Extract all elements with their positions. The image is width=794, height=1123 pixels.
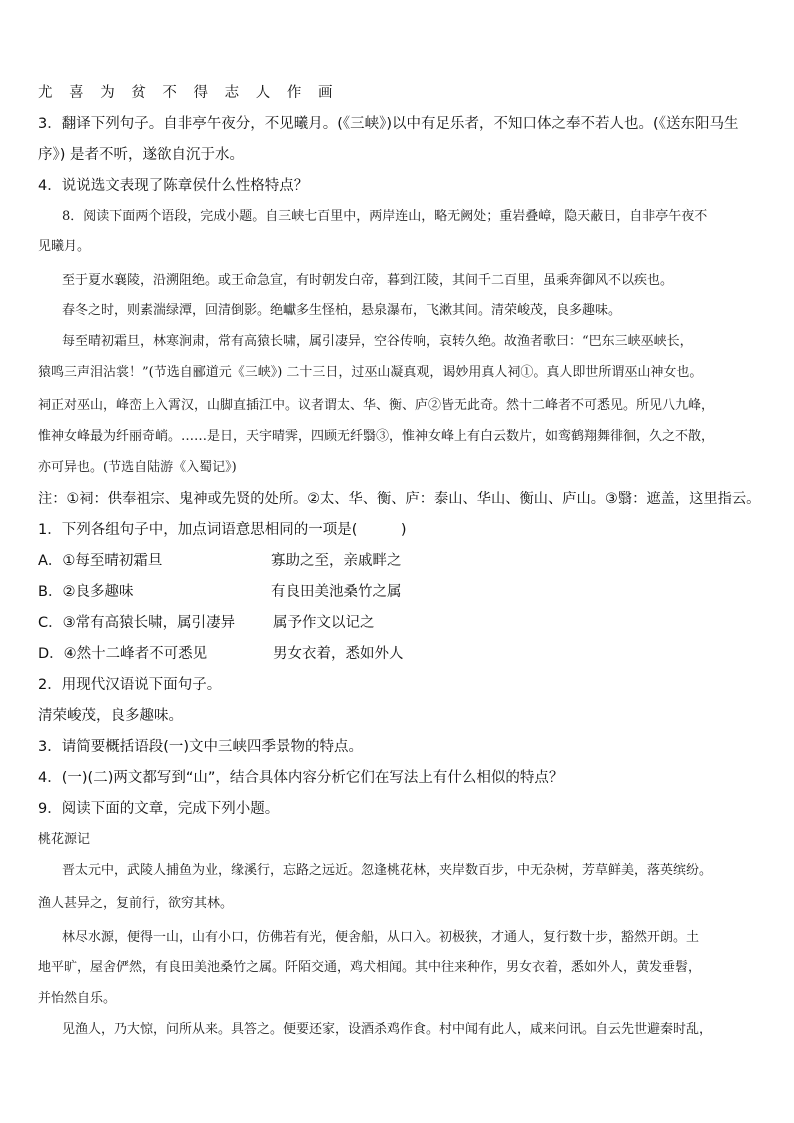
option-a-right: 寡助之至，亲戚畔之	[271, 553, 402, 569]
passage-line: 祠正对巫山，峰峦上入霄汉，山脚直插江中。议者谓太、华、衡、庐②皆无此奇。然十二峰者不可悉见。所见八九峰，	[38, 398, 715, 413]
option-b-left: B．②良多趣味	[38, 584, 134, 600]
text-line: 序》) 是者不听，遂欲自沉于水。	[38, 147, 245, 163]
option-a-left: A．①每至晴初霜旦	[38, 553, 163, 569]
question-4b: 4．(一)(二)两文都写到“山”，结合具体内容分析它们在写法上有什么相似的特点？	[38, 770, 564, 786]
passage-line: 猿鸣三声泪沾裳！”(节选自郦道元《三峡》) 二十三日，过巫山凝真观，谒妙用真人祠①。真人即世所谓巫山神女也。	[38, 365, 703, 380]
passage-line: 地平旷，屋舍俨然，有良田美池桑竹之属。阡陌交通，鸡犬相闻。其中往来种作，男女衣着，悉如外人，黄发垂髫，	[38, 960, 702, 975]
option-c-right: 属予作文以记之	[273, 615, 375, 631]
passage-line: 晋太元中，武陵人捕鱼为业，缘溪行，忘路之远近。忽逢桃花林，夹岸数百步，中无杂树，芳草鲜美，落英缤纷。	[62, 863, 713, 878]
passage-line: 亦可异也。(节选自陆游《入蜀记》)	[38, 460, 237, 475]
text-line: 清荣峻茂，良多趣味。	[38, 708, 183, 724]
passage-line: 林尽水源，便得一山，山有小口，仿佛若有光，便舍船，从口入。初极狭，才通人，复行数十步，豁然开朗。土	[62, 930, 700, 945]
question-3: 3．请简要概括语段(一)文中三峡四季景物的特点。	[38, 739, 364, 755]
passage-line: 至于夏水襄陵，沿溯阻绝。或王命急宣，有时朝发白帝，暮到江陵，其间千二百里，虽乘奔御风不以疾也。	[62, 273, 674, 288]
passage-line: 见曦月。	[38, 239, 91, 254]
question-8-passage: 8．阅读下面两个语段，完成小题。自三峡七百里中，两岸连山，略无阙处；重岩叠嶂，隐天蔽日，自非亭午夜不	[62, 209, 708, 224]
passage-line: 见渔人，乃大惊，问所从来。具答之。便要还家，设酒杀鸡作食。村中闻有此人，咸来问讯。自云先世避秦时乱，	[62, 1022, 713, 1037]
option-d-right: 男女衣着，悉如外人	[273, 646, 404, 662]
passage-line: 春冬之时，则素湍绿潭，回清倒影。绝巘多生怪柏，悬泉瀑布，飞漱其间。清荣峻茂，良多趣味。	[62, 303, 622, 318]
question-3-translate: 3．翻译下列句子。自非亭午夜分，不见曦月。(《三峡》)以中有足乐者，不知口体之奉不若人也。(《送东阳马生	[38, 116, 739, 132]
option-b-right: 有良田美池桑竹之属	[271, 584, 402, 600]
question-4: 4．说说选文表现了陈章侯什么性格特点？	[38, 178, 309, 194]
passage-line: 并怡然自乐。	[38, 991, 117, 1006]
option-c-left: C．③常有高猿长啸，属引凄异	[38, 615, 236, 631]
question-9: 9．阅读下面的文章，完成下列小题。	[38, 801, 280, 817]
passage-line: 渔人甚异之，复前行，欲穷其林。	[38, 896, 234, 911]
passage-line: 惟神女峰最为纤丽奇峭。……是日，天宇晴霁，四顾无纤翳③，惟神女峰上有白云数片，如鸾鹤翔舞徘徊，久之不散，	[38, 429, 715, 444]
text-line: 尤 喜 为 贫 不 得 志 人 作 画	[38, 85, 339, 101]
question-1: 1．下列各组句子中，加点词语意思相同的一项是( )	[38, 522, 407, 538]
passage-line: 每至晴初霜旦，林寒涧肃，常有高猿长啸，属引凄异，空谷传响，哀转久绝。故渔者歌曰：“巴东三峡巫峡长，	[62, 334, 693, 349]
passage-title: 桃花源记	[38, 832, 91, 847]
option-d-left: D．④然十二峰者不可悉见	[38, 646, 208, 662]
annotation-note: 注：①祠：供奉祖宗、鬼神或先贤的处所。②太、华、衡、庐：泰山、华山、衡山、庐山。③翳：遮盖，这里指云。	[38, 491, 761, 507]
question-2: 2．用现代汉语说下面句子。	[38, 677, 222, 693]
